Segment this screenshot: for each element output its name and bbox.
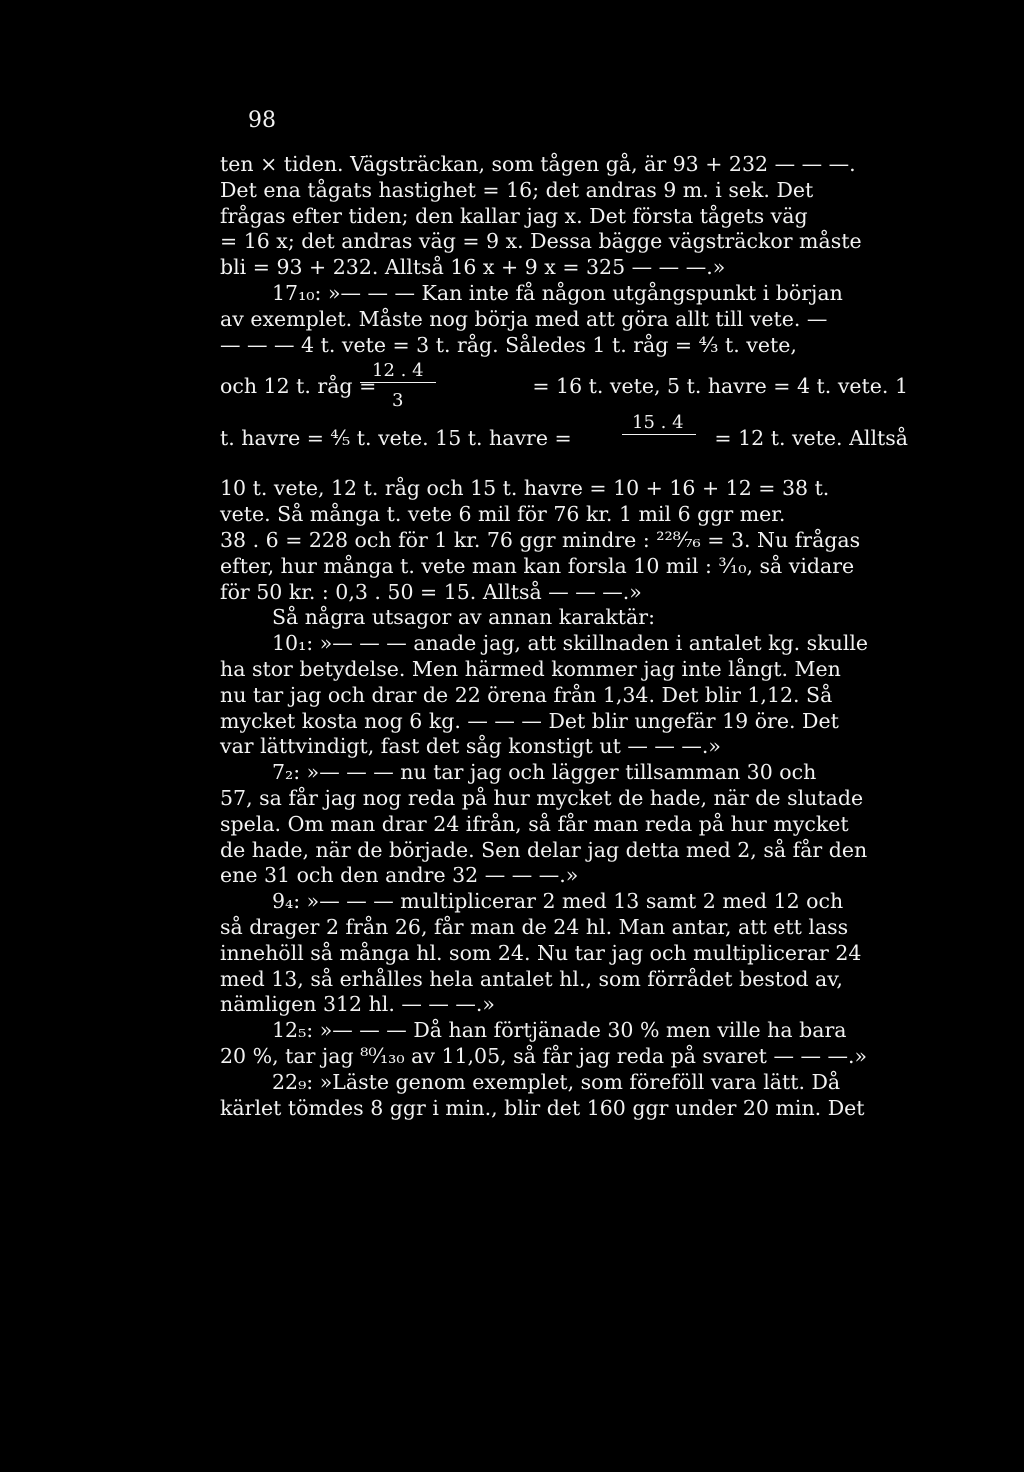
text-line: nu tar jag och drar de 22 örena från 1,34. Det blir 1,12. Så bbox=[220, 682, 833, 707]
text-line: 9₄: »— — — multiplicerar 2 med 13 samt 2 med 12 och bbox=[272, 889, 844, 914]
text-line: frågas efter tiden; den kallar jag x. Det första tågets väg bbox=[220, 203, 808, 228]
text-line: ene 31 och den andre 32 — — —.» bbox=[220, 863, 579, 888]
fraction-before: t. havre = ⁴⁄₅ t. vete. 15 t. havre = bbox=[220, 426, 572, 451]
text-line: innehöll så många hl. som 24. Nu tar jag och multiplicerar 24 bbox=[220, 940, 862, 965]
fraction-denominator: 3 bbox=[392, 390, 404, 412]
text-line: 22₉: »Läste genom exemplet, som föreföll vara lätt. Då bbox=[272, 1069, 841, 1094]
text-line: = 16 x; det andras väg = 9 x. Dessa bägge vägsträckor måste bbox=[220, 229, 862, 254]
fraction-denominator: 5 bbox=[652, 442, 664, 464]
fraction-after: = 12 t. vete. Alltså bbox=[714, 426, 908, 451]
text-line: vete. Så många t. vete 6 mil för 76 kr. 1 mil 6 ggr mer. bbox=[220, 502, 786, 527]
text-line: nämligen 312 hl. — — —.» bbox=[220, 992, 495, 1017]
text-line: — — — 4 t. vete = 3 t. råg. Således 1 t. råg = ⁴⁄₃ t. vete, bbox=[220, 332, 797, 357]
text-line: 57, sa får jag nog reda på hur mycket de hade, när de slutade bbox=[220, 785, 864, 810]
text-line: 10₁: »— — — anade jag, att skillnaden i antalet kg. skulle bbox=[272, 631, 869, 656]
text-body bbox=[220, 152, 908, 1121]
text-line: var lättvindigt, fast det såg konstigt ut — — —.» bbox=[220, 734, 721, 759]
fraction-numerator: 12 . 4 bbox=[372, 360, 424, 382]
text-line: mycket kosta nog 6 kg. — — — Det blir ungefär 19 öre. Det bbox=[220, 708, 839, 733]
text-line: Så några utsagor av annan karaktär: bbox=[272, 605, 655, 630]
fraction-line bbox=[220, 412, 908, 464]
fraction-before: och 12 t. råg = bbox=[220, 374, 377, 399]
text-line: 7₂: »— — — nu tar jag och lägger tillsamman 30 och bbox=[272, 760, 817, 785]
text-line: 12₅: »— — — Då han förtjänade 30 % men ville ha bara bbox=[272, 1018, 847, 1043]
text-line: av exemplet. Måste nog börja med att göra allt till vete. — bbox=[220, 306, 828, 331]
text-line: spela. Om man drar 24 ifrån, så får man reda på hur mycket bbox=[220, 811, 849, 836]
text-line: bli = 93 + 232. Alltså 16 x + 9 x = 325 — — —.» bbox=[220, 255, 726, 280]
fraction-line bbox=[220, 360, 908, 412]
text-line: efter, hur många t. vete man kan forsla 10 mil : ³⁄₁₀, så vidare bbox=[220, 553, 855, 578]
text-line: ten × tiden. Vägsträckan, som tågen gå, är 93 + 232 — — —. bbox=[220, 152, 856, 176]
text-line: de hade, när de började. Sen delar jag detta med 2, så får den bbox=[220, 837, 868, 862]
text-line: Det ena tågats hastighet = 16; det andras 9 m. i sek. Det bbox=[220, 177, 814, 202]
text-line: ha stor betydelse. Men härmed kommer jag inte långt. Men bbox=[220, 656, 841, 681]
text-line: för 50 kr. : 0,3 . 50 = 15. Alltså — — —.» bbox=[220, 579, 642, 604]
fraction-numerator: 15 . 4 bbox=[632, 412, 684, 434]
page-number: 98 bbox=[248, 108, 276, 133]
text-line: 20 %, tar jag ⁸⁰⁄₁₃₀ av 11,05, så får jag reda på svaret — — —.» bbox=[220, 1043, 868, 1068]
text-line: så drager 2 från 26, får man de 24 hl. Man antar, att ett lass bbox=[220, 914, 849, 939]
fraction-after: = 16 t. vete, 5 t. havre = 4 t. vete. 1 bbox=[532, 374, 908, 399]
text-line: med 13, så erhålles hela antalet hl., som förrådet bestod av, bbox=[220, 966, 843, 991]
text-line: 10 t. vete, 12 t. råg och 15 t. havre = 10 + 16 + 12 = 38 t. bbox=[220, 476, 830, 501]
text-line: 38 . 6 = 228 och för 1 kr. 76 ggr mindre : ²²⁸⁄₇₆ = 3. Nu frågas bbox=[220, 527, 861, 552]
text-line: 17₁₀: »— — — Kan inte få någon utgångspunkt i början bbox=[272, 280, 843, 305]
text-line: kärlet tömdes 8 ggr i min., blir det 160 ggr under 20 min. Det bbox=[220, 1095, 865, 1120]
